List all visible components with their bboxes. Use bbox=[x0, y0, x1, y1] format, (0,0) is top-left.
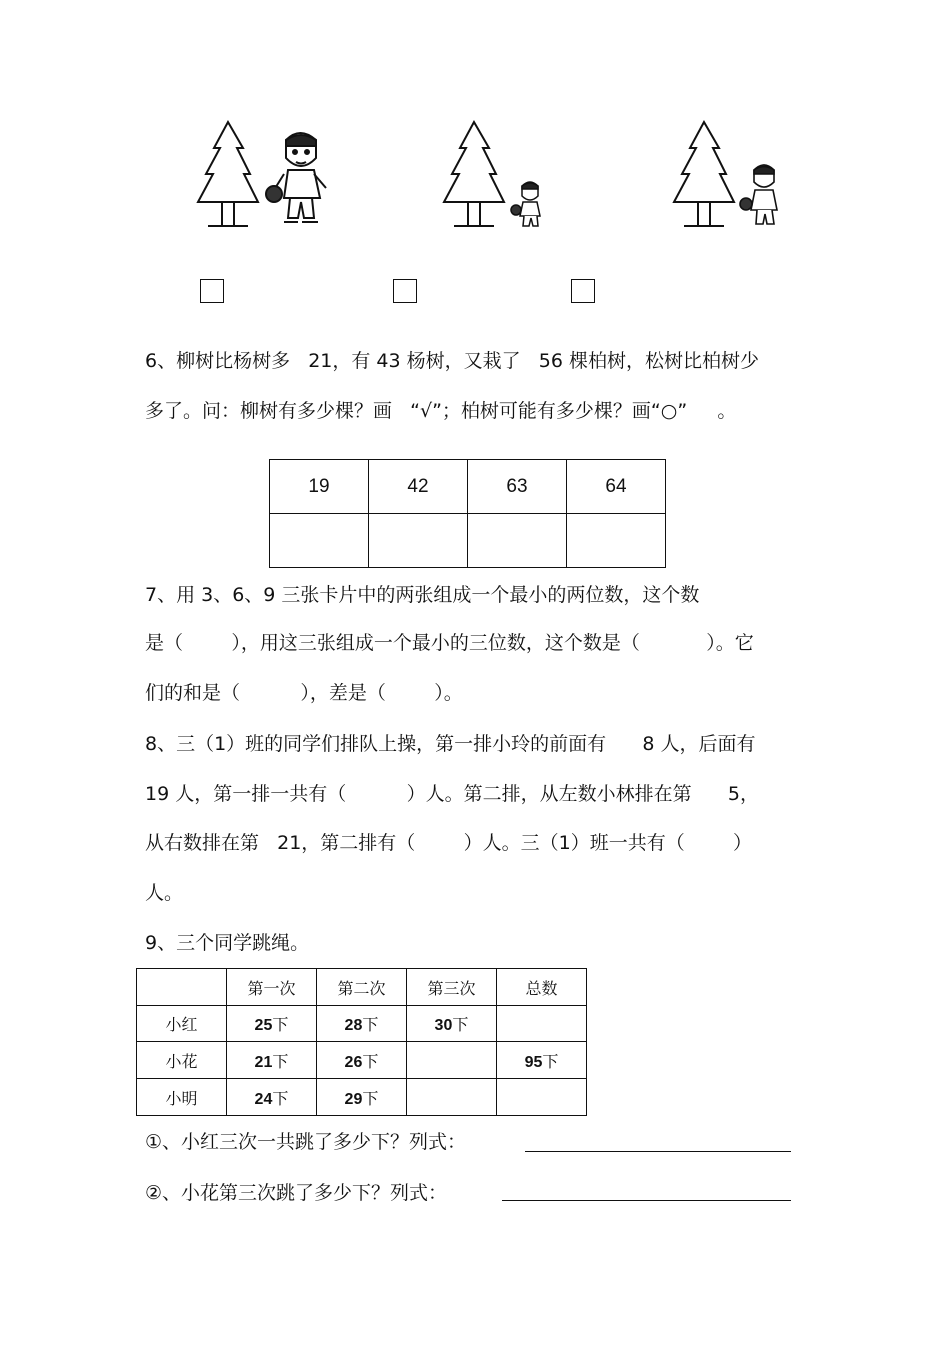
q9-answer-cell[interactable] bbox=[406, 1042, 496, 1079]
q9-value-cell bbox=[316, 1042, 406, 1079]
boy-icon bbox=[266, 133, 326, 222]
q9-answer-cell[interactable] bbox=[496, 1079, 586, 1116]
boy-icon bbox=[740, 165, 777, 224]
tree-icon bbox=[198, 122, 258, 226]
q9-unit: 下 bbox=[272, 1088, 289, 1108]
q9-sub-question-2: ②、小花第三次跳了多少下？列式： bbox=[145, 1182, 448, 1204]
q9-value: 95 bbox=[524, 1053, 543, 1071]
q9-answer-line-1[interactable] bbox=[525, 1151, 791, 1152]
table-row bbox=[137, 1079, 587, 1116]
q9-header-cell: 第二次 bbox=[316, 969, 406, 1006]
q6-answer-cell[interactable] bbox=[567, 514, 666, 568]
q6-line-2: 多了。问：柳树有多少棵？画 “√”；柏树可能有多少棵？画“○” 。 bbox=[145, 400, 737, 422]
q6-line-1: 6、柳树比杨树多 21，有 43 杨树，又栽了 56 棵柏树，松树比柏树少 bbox=[145, 350, 759, 372]
q9-value: 26 bbox=[344, 1053, 363, 1071]
q9-unit: 下 bbox=[452, 1015, 469, 1034]
q9-value: 25 bbox=[254, 1017, 273, 1034]
q9-name-cell: 小花 bbox=[137, 1042, 227, 1079]
q9-unit: 下 bbox=[362, 1051, 379, 1071]
q6-answer-cell[interactable] bbox=[270, 514, 369, 568]
table-row bbox=[137, 1006, 587, 1042]
q7-line-2: 是（ ），用这三张组成一个最小的三位数，这个数是（ ）。它 bbox=[145, 632, 754, 654]
q8-line-2: 19 人，第一排一共有（ ）人。第二排，从左数小林排在第 5， bbox=[145, 783, 759, 805]
q6-header-cell: 42 bbox=[369, 460, 468, 514]
q6-table bbox=[269, 459, 666, 568]
q9-answer-cell[interactable] bbox=[406, 1079, 496, 1116]
q9-name-cell: 小红 bbox=[137, 1006, 227, 1042]
q9-answer-line-2[interactable] bbox=[502, 1200, 791, 1201]
q9-value: 28 bbox=[344, 1017, 363, 1034]
q9-value: 24 bbox=[254, 1090, 273, 1108]
q9-unit: 下 bbox=[272, 1015, 289, 1034]
picture-tree-boy-3 bbox=[662, 118, 792, 233]
q9-table bbox=[136, 968, 587, 1116]
q6-header-cell: 64 bbox=[567, 460, 666, 514]
tree-icon bbox=[674, 122, 734, 226]
answer-box-3[interactable] bbox=[571, 279, 595, 303]
q7-line-1: 7、用 3、6、9 三张卡片中的两张组成一个最小的两位数，这个数 bbox=[145, 584, 700, 606]
q6-answer-cell[interactable] bbox=[468, 514, 567, 568]
q9-title: 9、三个同学跳绳。 bbox=[145, 932, 310, 954]
q9-header-cell bbox=[137, 969, 227, 1006]
q9-value-cell bbox=[226, 1042, 316, 1079]
q9-value-cell bbox=[496, 1042, 586, 1079]
q9-value: 30 bbox=[434, 1017, 453, 1034]
answer-box-1[interactable] bbox=[200, 279, 224, 303]
q9-value: 29 bbox=[344, 1090, 363, 1108]
q9-unit: 下 bbox=[542, 1051, 559, 1071]
q8-line-3: 从右数排在第 21，第二排有（ ）人。三（1）班一共有（ ） bbox=[145, 832, 753, 854]
picture-tree-boy-2 bbox=[432, 118, 562, 233]
picture-tree-boy-1 bbox=[188, 118, 338, 233]
q9-name-cell: 小明 bbox=[137, 1079, 227, 1116]
q9-value-cell bbox=[226, 1079, 316, 1116]
q9-sub-question-1: ①、小红三次一共跳了多少下？列式： bbox=[145, 1131, 467, 1153]
q9-header-cell: 第一次 bbox=[226, 969, 316, 1006]
q9-value: 21 bbox=[254, 1053, 273, 1071]
q6-header-cell: 19 bbox=[270, 460, 369, 514]
q9-value-cell bbox=[406, 1006, 496, 1042]
q9-header-cell: 第三次 bbox=[406, 969, 496, 1006]
q9-unit: 下 bbox=[272, 1051, 289, 1071]
q8-line-4: 人。 bbox=[145, 882, 184, 904]
q9-value-cell bbox=[226, 1006, 316, 1042]
q6-answer-cell[interactable] bbox=[369, 514, 468, 568]
table-row bbox=[137, 1042, 587, 1079]
q9-header-cell: 总数 bbox=[496, 969, 586, 1006]
q9-unit: 下 bbox=[362, 1088, 379, 1108]
q9-unit: 下 bbox=[362, 1015, 379, 1034]
tree-icon bbox=[444, 122, 504, 226]
boy-icon bbox=[511, 182, 540, 226]
q6-header-cell: 63 bbox=[468, 460, 567, 514]
q7-line-3: 们的和是（ ），差是（ ）。 bbox=[145, 682, 463, 704]
q9-value-cell bbox=[316, 1079, 406, 1116]
q8-line-1: 8、三（1）班的同学们排队上操，第一排小玲的前面有 8 人，后面有 bbox=[145, 733, 756, 755]
answer-box-2[interactable] bbox=[393, 279, 417, 303]
q9-answer-cell[interactable] bbox=[496, 1006, 586, 1042]
q9-value-cell bbox=[316, 1006, 406, 1042]
